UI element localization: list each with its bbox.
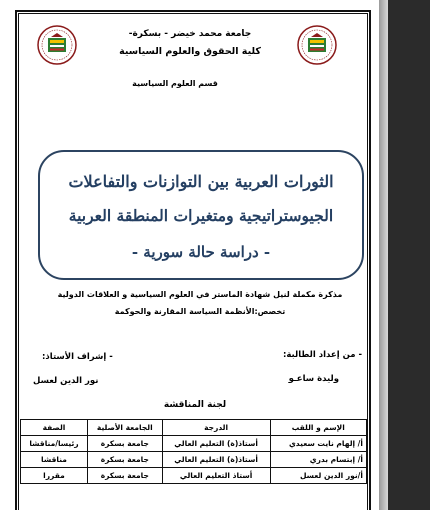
committee-title: لجنة المناقشة bbox=[163, 400, 227, 410]
thesis-title-line-1: الثورات العربية بين التوازنات والتفاعلات bbox=[68, 172, 334, 191]
member-rank: أستاذ(ة) التعليم العالي bbox=[162, 452, 270, 468]
member-rank: أستاذ التعليم العالي bbox=[162, 468, 270, 484]
member-name: أ/نور الدين لعسل bbox=[270, 468, 366, 484]
member-university: جامعة بسكرة bbox=[87, 436, 162, 452]
column-header: الدرجة bbox=[162, 420, 270, 436]
viewer-background bbox=[388, 0, 430, 510]
supervisor-name: نور الدين لعسل bbox=[33, 376, 99, 386]
memo-description: مذكرة مكملة لنيل شهادة الماستر في العلوم السياسية و العلاقات الدولية bbox=[57, 290, 343, 299]
university-logo-icon bbox=[37, 25, 77, 65]
university-logo-icon bbox=[297, 25, 337, 65]
member-name: أ/ إبتسام بدري bbox=[270, 452, 366, 468]
member-university: جامعة بسكرة bbox=[87, 452, 162, 468]
supervisor-label: - إشراف الأستاذ: bbox=[42, 352, 113, 362]
member-role: رئيسا/مناقشا bbox=[21, 436, 88, 452]
page-shadow bbox=[379, 0, 388, 510]
table-header-row bbox=[21, 420, 367, 436]
member-rank: أستاذ(ة) التعليم العالي bbox=[162, 436, 270, 452]
column-header: الجامعة الأصلية bbox=[87, 420, 162, 436]
table-row bbox=[21, 452, 367, 468]
university-name: جامعة محمد خيضر - بسكرة- bbox=[128, 29, 252, 39]
thesis-title-line-3: - دراسة حالة سورية - bbox=[131, 243, 271, 261]
member-university: جامعة بسكرة bbox=[87, 468, 162, 484]
faculty-name: كلية الحقوق والعلوم السياسية bbox=[119, 46, 261, 57]
memo-specialization: تخصص:الأنظمة السياسة المقارنة والحوكمة bbox=[114, 307, 286, 316]
column-header: الصفة bbox=[21, 420, 88, 436]
member-role: مناقشا bbox=[21, 452, 88, 468]
department-name: قسم العلوم السياسية bbox=[132, 79, 218, 88]
committee-table bbox=[20, 419, 367, 484]
prepared-by-label: - من إعداد الطالبة: bbox=[282, 350, 362, 360]
thesis-title-line-2: الجيوستراتيجية ومتغيرات المنطقة العربية bbox=[68, 206, 334, 225]
member-name: أ/ إلهام نايت سعيدي bbox=[270, 436, 366, 452]
student-name: وليدة ساعـو bbox=[288, 374, 339, 384]
member-role: مقررا bbox=[21, 468, 88, 484]
table-row bbox=[21, 436, 367, 452]
column-header: الإسم و اللقب bbox=[270, 420, 366, 436]
table-row bbox=[21, 468, 367, 484]
